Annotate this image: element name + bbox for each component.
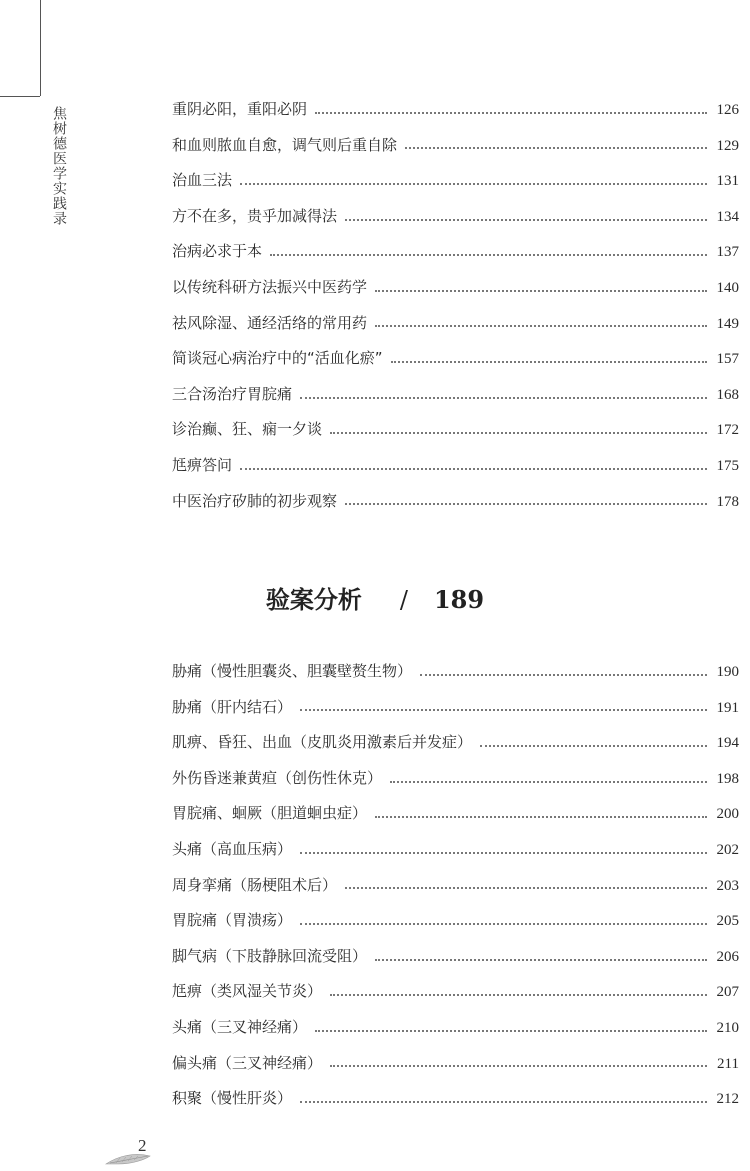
- toc-dot-leader: [375, 290, 707, 292]
- toc-upper-list: [172, 92, 739, 519]
- toc-dot-leader: [330, 1065, 707, 1067]
- toc-entry: [172, 270, 739, 306]
- toc-entry: [172, 128, 739, 164]
- toc-entry-title: 尪痹（类风湿关节炎）: [172, 982, 323, 1001]
- toc-entry: [172, 199, 739, 235]
- toc-dot-leader: [300, 397, 707, 399]
- toc-entry-page: 190: [716, 664, 739, 680]
- toc-entry-page: 206: [716, 948, 739, 965]
- toc-entry-page: 191: [716, 699, 739, 716]
- toc-dot-leader: [390, 781, 707, 783]
- toc-entry-title: 中医治疗矽肺的初步观察: [172, 491, 338, 510]
- toc-entry: [172, 903, 739, 939]
- toc-dot-leader: [315, 1030, 707, 1032]
- toc-entry-page: 200: [716, 806, 739, 823]
- toc-entry-page: 137: [716, 244, 739, 261]
- toc-entry: [172, 484, 739, 520]
- toc-entry: [172, 448, 739, 484]
- margin-vertical-rule: [40, 0, 41, 96]
- toc-entry: [172, 868, 739, 904]
- toc-entry-title: 尪痹答问: [172, 455, 233, 474]
- toc-entry: [172, 306, 739, 342]
- toc-entry-page: 131: [716, 173, 739, 190]
- section-title: 验案分析: [265, 585, 362, 614]
- toc-entry-title: 偏头痛（三叉神经痛）: [172, 1053, 323, 1072]
- section-heading: [0, 580, 750, 615]
- toc-entry-page: 194: [716, 735, 739, 752]
- toc-entry: [172, 1010, 739, 1046]
- toc-entry: [172, 163, 739, 199]
- toc-dot-leader: [420, 674, 707, 676]
- running-title: 焦树德医学实践录: [51, 106, 67, 226]
- toc-entry: [172, 234, 739, 270]
- toc-entry-title: 重阴必阳，重阳必阴: [172, 100, 308, 118]
- toc-entry-title: 三合汤治疗胃脘痛: [172, 384, 293, 403]
- toc-entry: [172, 412, 739, 448]
- page-number: 2: [138, 1136, 147, 1155]
- toc-entry-title: 胃脘痛、蛔厥（胆道蛔虫症）: [172, 804, 368, 823]
- toc-dot-leader: [345, 503, 707, 505]
- toc-dot-leader: [315, 112, 707, 114]
- toc-entry-title: 祛风除湿、通经活络的常用药: [172, 313, 368, 332]
- toc-entry: [172, 1081, 739, 1117]
- toc-dot-leader: [375, 816, 707, 818]
- toc-entry-page: 157: [716, 351, 739, 368]
- feather-ornament-icon: [104, 1142, 164, 1168]
- toc-dot-leader: [240, 468, 707, 470]
- toc-entry: [172, 690, 739, 726]
- toc-entry-page: 168: [716, 386, 739, 403]
- toc-entry: [172, 725, 739, 761]
- toc-dot-leader: [391, 361, 707, 363]
- toc-entry-page: 212: [716, 1091, 739, 1108]
- toc-entry-page: 129: [716, 137, 739, 154]
- toc-dot-leader: [300, 1101, 707, 1103]
- toc-entry-title: 胃脘痛（胃溃疡）: [172, 911, 293, 930]
- toc-dot-leader: [300, 852, 707, 854]
- toc-dot-leader: [300, 709, 707, 711]
- toc-entry-page: 126: [716, 102, 739, 118]
- toc-entry-page: 202: [716, 841, 739, 858]
- toc-entry: [172, 796, 739, 832]
- toc-entry-title: 简谈冠心病治疗中的“活血化瘀”: [172, 349, 383, 368]
- toc-entry-title: 和血则脓血自愈，调气则后重自除: [172, 135, 398, 154]
- toc-entry-title: 头痛（三叉神经痛）: [172, 1017, 308, 1036]
- toc-entry-page: 134: [716, 208, 739, 225]
- toc-entry: [172, 654, 739, 690]
- toc-dot-leader: [345, 887, 707, 889]
- toc-entry: [172, 939, 739, 975]
- toc-entry-title: 以传统科研方法振兴中医药学: [172, 277, 368, 296]
- toc-entry-page: 203: [716, 877, 739, 894]
- toc-entry-page: 198: [716, 770, 739, 787]
- toc-entry-title: 治病必求于本: [172, 242, 263, 261]
- toc-entry: [172, 1046, 739, 1082]
- toc-entry-title: 胁痛（慢性胆囊炎、胆囊壁赘生物）: [172, 662, 413, 680]
- toc-entry: [172, 761, 739, 797]
- section-page: 189: [433, 585, 485, 614]
- toc-dot-leader: [375, 325, 707, 327]
- toc-entry: [172, 974, 739, 1010]
- toc-entry-title: 肌痹、昏狂、出血（皮肌炎用激素后并发症）: [172, 733, 473, 752]
- toc-entry-title: 方不在多，贵乎加减得法: [172, 206, 338, 225]
- toc-entry-page: 149: [716, 315, 739, 332]
- toc-entry-page: 175: [716, 457, 739, 474]
- toc-entry-page: 211: [717, 1055, 739, 1072]
- toc-dot-leader: [405, 147, 707, 149]
- section-separator: /: [399, 586, 408, 614]
- toc-entry-page: 140: [716, 279, 739, 296]
- toc-entry-page: 178: [716, 493, 739, 510]
- toc-entry-page: 172: [716, 422, 739, 439]
- toc-dot-leader: [345, 219, 707, 221]
- toc-entry-page: 207: [716, 984, 739, 1001]
- toc-entry-title: 脚气病（下肢静脉回流受阻）: [172, 946, 368, 965]
- toc-entry-page: 205: [716, 913, 739, 930]
- toc-entry-title: 外伤昏迷兼黄疸（创伤性休克）: [172, 768, 383, 787]
- toc-lower-list: [172, 654, 739, 1117]
- toc-entry-title: 诊治癫、狂、痫一夕谈: [172, 420, 323, 439]
- toc-dot-leader: [330, 432, 707, 434]
- toc-dot-leader: [330, 994, 707, 996]
- toc-entry-title: 胁痛（肝内结石）: [172, 697, 293, 716]
- toc-entry-title: 积聚（慢性肝炎）: [172, 1089, 293, 1108]
- toc-dot-leader: [240, 183, 707, 185]
- toc-dot-leader: [480, 745, 707, 747]
- toc-entry-page: 210: [716, 1019, 739, 1036]
- toc-entry: [172, 92, 739, 128]
- toc-entry: [172, 341, 739, 377]
- toc-entry: [172, 377, 739, 413]
- toc-entry-title: 周身挛痛（肠梗阻术后）: [172, 875, 338, 894]
- toc-dot-leader: [270, 254, 707, 256]
- toc-entry-title: 头痛（高血压病）: [172, 839, 293, 858]
- toc-entry: [172, 832, 739, 868]
- margin-horizontal-rule: [0, 96, 40, 97]
- toc-entry-title: 治血三法: [172, 171, 233, 190]
- toc-dot-leader: [300, 923, 707, 925]
- toc-dot-leader: [375, 959, 707, 961]
